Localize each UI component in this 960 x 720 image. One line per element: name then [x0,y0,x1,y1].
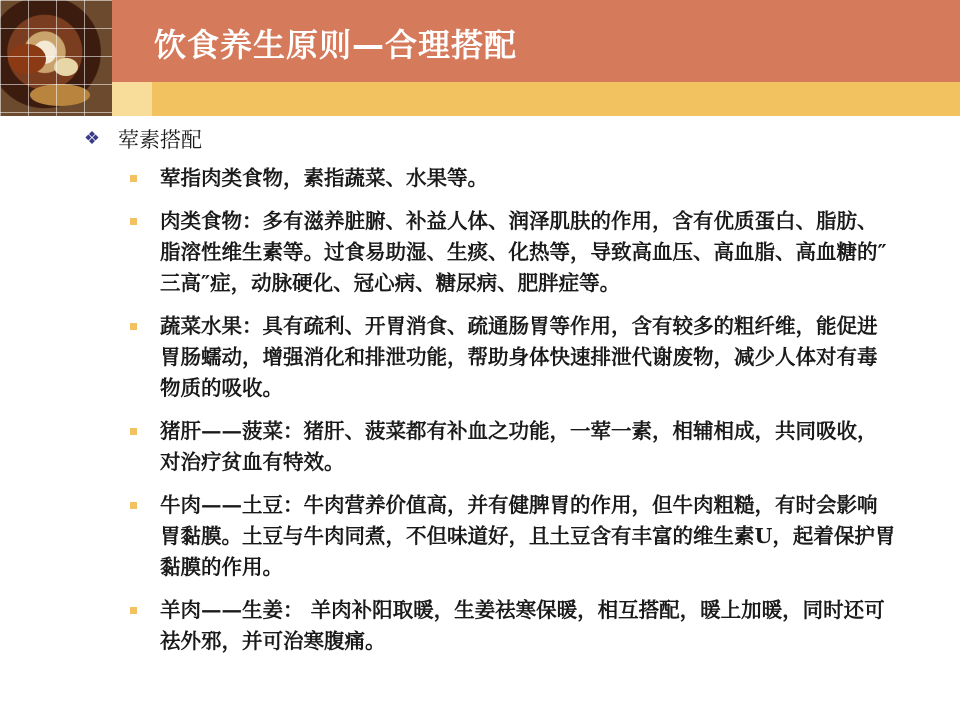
list-item [126,206,896,299]
list-item-text: 牛肉——土豆：牛肉营养价值高，并有健脾胃的作用，但牛肉粗糙，有时会影响胃黏膜。土豆与牛肉同煮，不但味道好，且土豆含有丰富的维生素U，起着保护胃黏膜的作用。 [160,493,896,579]
list-item-text: 蔬菜水果：具有疏利、开胃消食、疏通肠胃等作用，含有较多的粗纤维，能促进胃肠蠕动，增强消化和排泄功能，帮助身体快速排泄代谢废物，减少人体对有毒物质的吸收。 [160,314,878,400]
list-item-text: 羊肉——生姜： 羊肉补阳取暖，生姜祛寒保暖，相互搭配，暖上加暖，同时还可祛外邪，并可治寒腹痛。 [160,598,885,653]
square-bullet-icon [130,428,137,435]
diamond-cluster-icon: ❖ [83,128,101,149]
square-bullet-icon [130,607,137,614]
section-heading-text: 荤素搭配 [118,128,202,152]
square-bullet-icon [130,502,137,509]
square-bullet-icon [130,218,137,225]
list-item [126,595,896,657]
list-item [126,416,896,478]
slide-title: 饮食养生原则—合理搭配 [154,26,518,64]
list-item-text: 肉类食物：多有滋养脏腑、补益人体、润泽肌肤的作用，含有优质蛋白、脂肪、脂溶性维生素等。过食易助湿、生痰、化热等，导致高血压、高血脂、高血糖的″三高″症，动脉硬化、冠心病、糖尿病、肥胖症等。 [160,209,887,295]
list-item [126,490,896,583]
accent-bar [112,82,960,116]
square-bullet-icon [130,175,137,182]
list-item-text: 荤指肉类食物，素指蔬菜、水果等。 [160,166,488,190]
list-item [126,311,896,404]
list-item-text: 猪肝——菠菜：猪肝、菠菜都有补血之功能，一荤一素，相辅相成，共同吸收，对治疗贫血有特效。 [160,419,878,474]
header-food-photo [0,0,112,116]
bullet-list [126,163,896,669]
square-bullet-icon [130,323,137,330]
section-heading [82,124,202,154]
list-item [126,163,896,194]
